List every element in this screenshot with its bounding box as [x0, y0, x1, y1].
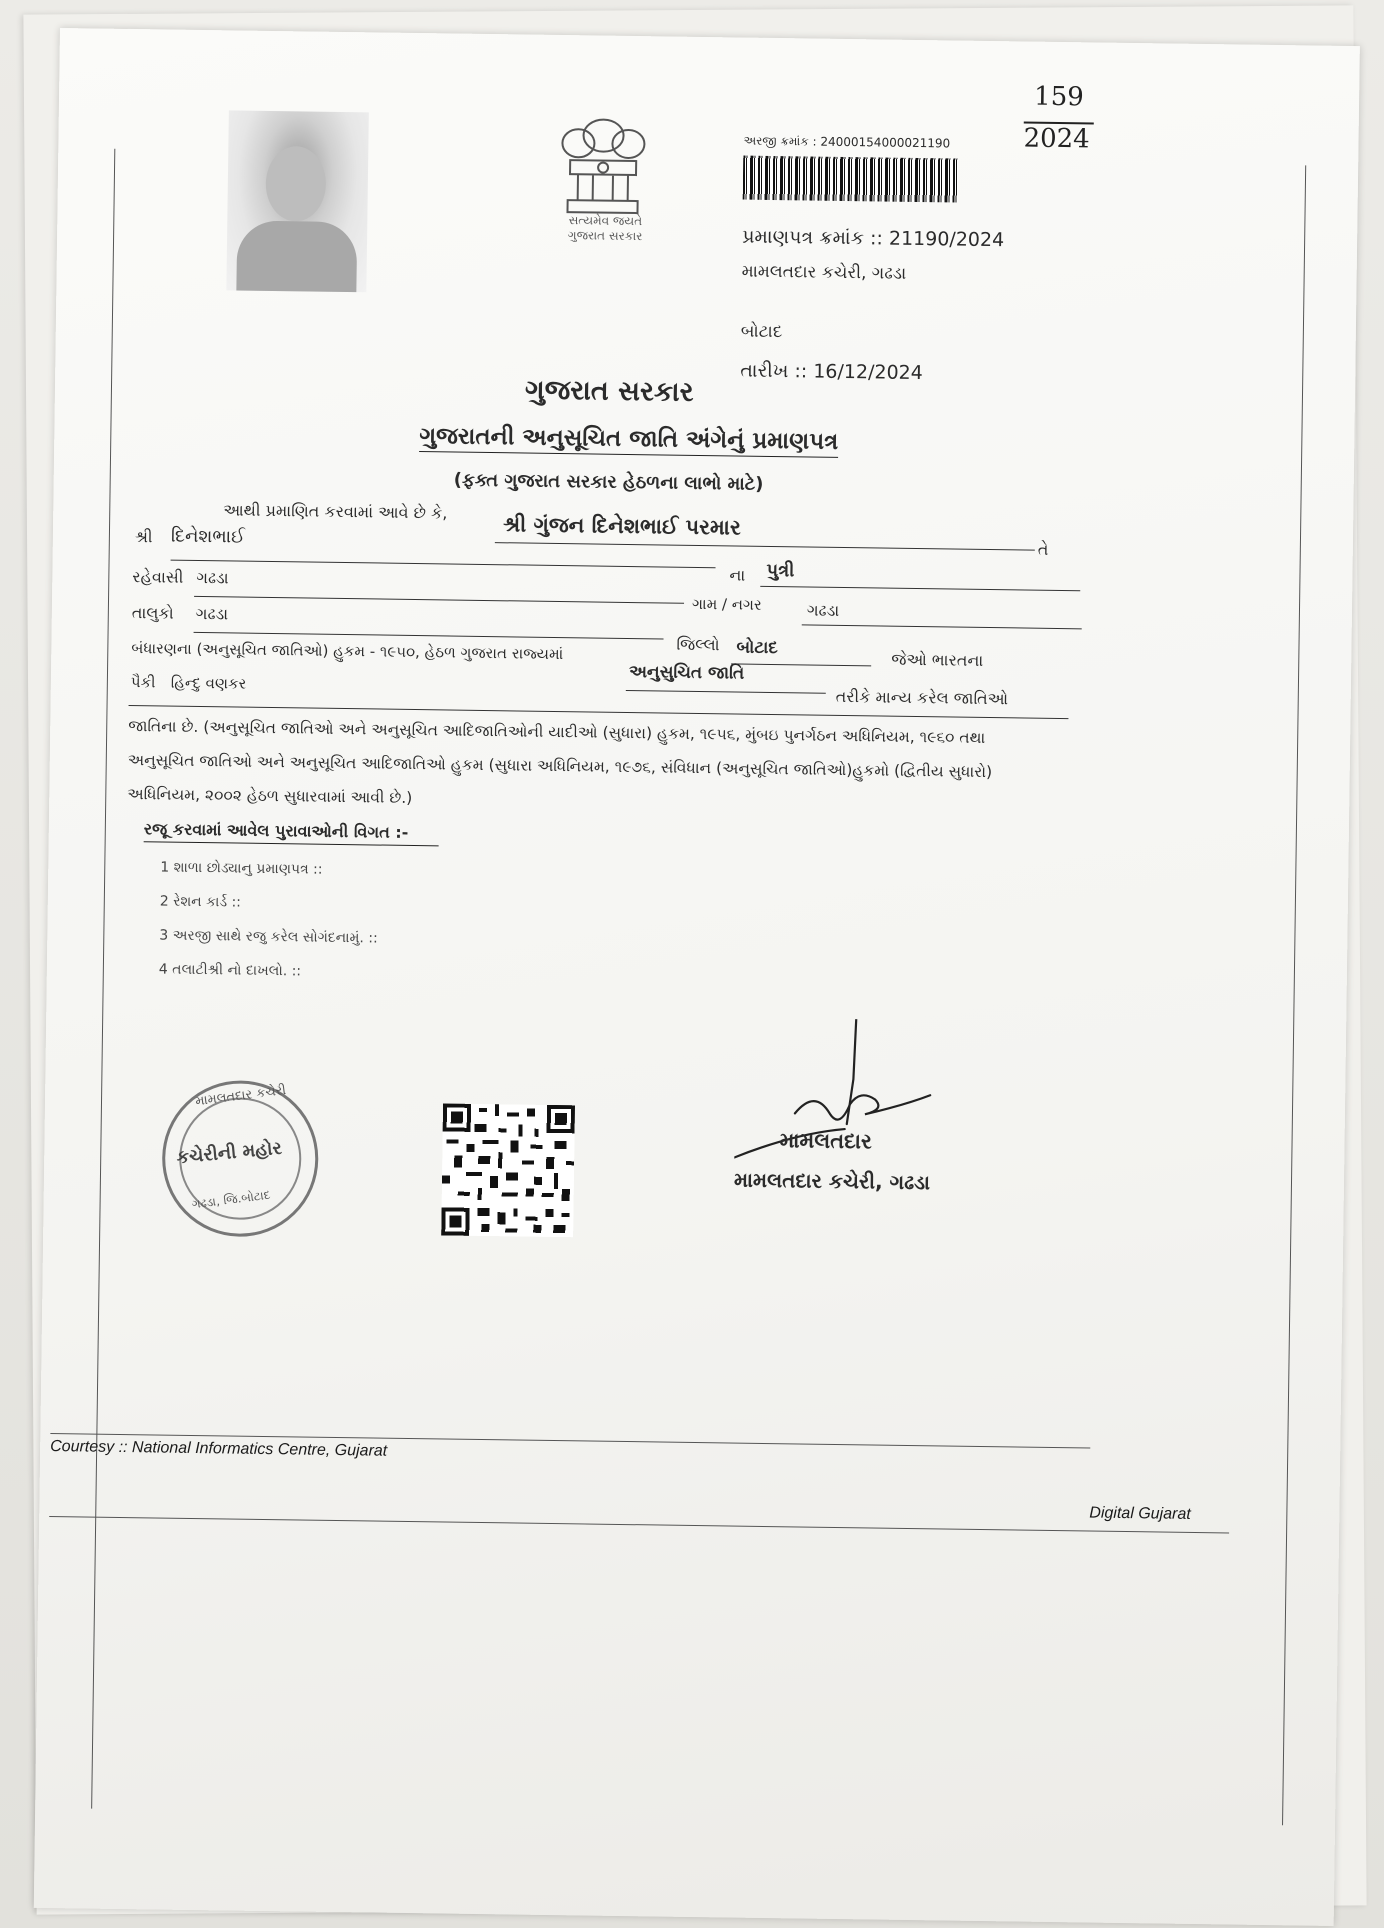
paragraph-line-3: અધિનિયમ, ૨૦૦૨ હેઠળ સુધારવામાં આવી છે.) [127, 785, 413, 807]
taluka-label: તાલુકો [131, 603, 174, 623]
evidence-item-3: 3 અરજી સાથે રજુ કરેલ સોગંદનામું. :: [159, 927, 378, 947]
office-name: મામલતદાર કચેરી, ગઢડા [741, 261, 907, 284]
intro-text: આથી પ્રમાણિત કરવામાં આવે છે કે, [223, 500, 448, 523]
district-name: બોટાદ [740, 321, 783, 343]
evidence-heading: રજૂ કરવામાં આવેલ પુરાવાઓની વિગત :- [144, 819, 439, 846]
certificate-page [34, 28, 1360, 1926]
certificate-subtitle: (ફક્ત ગુજરાત સરકાર હેઠળના લાભો માટે) [453, 469, 764, 495]
emblem-caption [535, 213, 675, 245]
resident-label: રહેવાસી [132, 567, 184, 587]
relation: પુત્રી [766, 559, 795, 582]
qr-code [441, 1103, 575, 1237]
application-number: અરજી ક્રમાંક : 24000154000021190 [743, 133, 951, 151]
seal-center-text: કચેરીની મહોર [175, 1137, 283, 1169]
certificate-title: ગુજરાતની અનુસૂચિત જાતિ અંગેનું પ્રમાણપત્ર [419, 423, 838, 458]
resident-value: ગઢડા [196, 567, 229, 588]
district-label: જિલ્લો [676, 634, 720, 655]
evidence-item-4: 4 તલાટીશ્રી નો દાખલો. :: [158, 961, 302, 980]
seal-ring-text: મામલતદાર કચેરી [194, 1082, 287, 1110]
emblem-caption-line-2: ગુજરાત સરકાર [567, 228, 643, 244]
emblem-caption-line-1: સત્યમેવ જયતે [568, 213, 643, 229]
applicant-name: શ્રી ગુંજન દિનેશભાઈ પરમાર [502, 512, 741, 540]
signature-title: મામલતદાર [779, 1128, 873, 1154]
evidence-item-2: 2 રેશન કાર્ડ :: [159, 893, 242, 911]
village-value: ગઢડા [806, 600, 840, 620]
shri-label: શ્રી [134, 527, 153, 547]
file-number-top: 159 [1033, 81, 1084, 113]
signature-office: મામલતદાર કચેરી, ગઢડા [733, 1167, 931, 1195]
page-border [91, 149, 1306, 1825]
paragraph-line-1: જાતિના છે. (અનુસૂચિત જાતિઓ અને અનુસૂચિત આદિજાતિઓની યાદીઓ (સુધારા) હુકમ, ૧૯૫૬, મુંબઇ પુનર્ગઠન અધિનિયમ, ૧૯૬૦ તથા [128, 717, 986, 747]
village-label: ગામ / નગર [691, 594, 762, 614]
national-emblem-icon [547, 105, 659, 227]
government-title: ગુજરાત સરકાર [524, 374, 694, 408]
footer-courtesy: Courtesy :: National Informatics Centre, Gujarat [50, 1438, 388, 1460]
barcode [743, 156, 959, 203]
photo-body [236, 220, 357, 292]
evidence-item-1: 1 શાળા છોડ્યાનુ પ્રમાણપત્ર :: [160, 859, 323, 878]
bharat-text: જેઓ ભારતના [891, 649, 984, 670]
te-text: તે [1037, 539, 1049, 559]
taluka-value: ગઢડા [195, 603, 229, 624]
paiki-label: પૈકી [130, 673, 156, 692]
district-value: બોટાદ [736, 637, 779, 659]
na-text: ના [729, 565, 746, 585]
category: અનુસુચિત જાતિ [628, 662, 745, 684]
recognized-text: તરીકે માન્ય કરેલ જાતિઓ [835, 686, 1009, 709]
caste-value: હિન્દુ વણકર [170, 673, 247, 693]
father-name: દિનેશભાઈ [170, 525, 246, 548]
seal-bottom-text: ગઢડા, જિ.બોટાદ [191, 1187, 272, 1212]
constitution-text: બંધારણના (અનુસૂચિત જાતિઓ) હુકમ - ૧૯૫૦, હેઠળ ગુજરાત રાજ્યમાં [131, 639, 564, 664]
footer-digital-gujarat: Digital Gujarat [1089, 1504, 1191, 1523]
certificate-date: તારીખ :: 16/12/2024 [740, 359, 923, 385]
certificate-number: પ્રમાણપત્ર ક્રમાંક :: 21190/2024 [742, 225, 1005, 252]
paragraph-line-2: અનુસૂચિત જાતિઓ અને અનુસૂચિત આદિજાતિઓ હુકમ (સુધારા અધિનિયમ, ૧૯૭૬, સંવિધાન (અનુસૂચિત જાતિઓ)હુકમો (દ્વિતીય સુધારો) [127, 751, 993, 782]
applicant-photo [226, 110, 368, 292]
file-number-bottom: 2024 [1023, 123, 1090, 155]
photo-face [265, 146, 326, 222]
